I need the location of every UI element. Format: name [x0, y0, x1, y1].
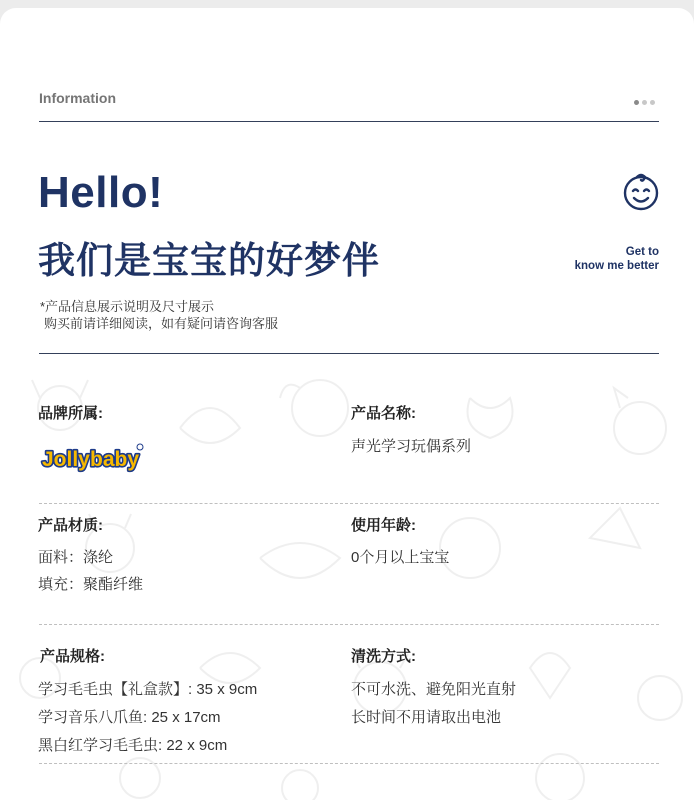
- dot-3: [650, 100, 655, 105]
- jollybaby-logo: [38, 436, 146, 476]
- more-dots-icon: [634, 100, 660, 106]
- name-value: 声光学习玩偶系列: [351, 438, 472, 455]
- divider-2: [39, 624, 659, 625]
- name-title: 产品名称:: [351, 405, 416, 422]
- wash-line-2: 长时间不用请取出电池: [351, 709, 502, 726]
- material-title: 产品材质:: [38, 517, 103, 534]
- note-text: [40, 298, 278, 332]
- wash-line-1: 不可水洗、避免阳光直射: [351, 681, 517, 698]
- divider-1: [39, 503, 659, 504]
- top-rule: [39, 121, 659, 122]
- section-label: Information: [39, 90, 116, 106]
- note-line-2: 购买前请详细阅读，如有疑问请咨询客服: [44, 316, 279, 331]
- material-line-1: 面料：涤纶: [38, 549, 114, 566]
- svg-text:baby: baby: [90, 448, 140, 471]
- brand-title: 品牌所属:: [38, 405, 103, 422]
- material-line-2: 填充：聚酯纤维: [38, 576, 144, 593]
- age-value: 0个月以上宝宝: [351, 549, 450, 566]
- spec-title: 产品规格:: [40, 648, 105, 665]
- slogan-heading: 我们是宝宝的好梦伴: [38, 240, 380, 281]
- hello-heading: Hello!: [38, 168, 164, 217]
- get-to-know-link[interactable]: [575, 245, 659, 273]
- baby-face-icon: [620, 171, 662, 213]
- note-line-1: *产品信息展示说明及尺寸展示: [40, 299, 215, 314]
- dot-2: [642, 100, 647, 105]
- divider-3: [39, 763, 659, 764]
- cta-line-2: know me better: [574, 260, 659, 272]
- dot-1: [634, 100, 639, 105]
- info-card: [0, 8, 694, 800]
- cta-line-1: Get to: [625, 246, 659, 258]
- spec-item: 学习毛毛虫【礼盒款】: 35 x 9cm: [38, 681, 258, 698]
- svg-text:Jolly: Jolly: [42, 448, 90, 471]
- spec-item: 黑白红学习毛毛虫: 22 x 9cm: [38, 737, 228, 754]
- spec-item: 学习音乐八爪鱼: 25 x 17cm: [38, 709, 221, 726]
- wash-title: 清洗方式:: [351, 648, 416, 665]
- mid-rule: [39, 353, 659, 354]
- age-title: 使用年龄:: [351, 517, 416, 534]
